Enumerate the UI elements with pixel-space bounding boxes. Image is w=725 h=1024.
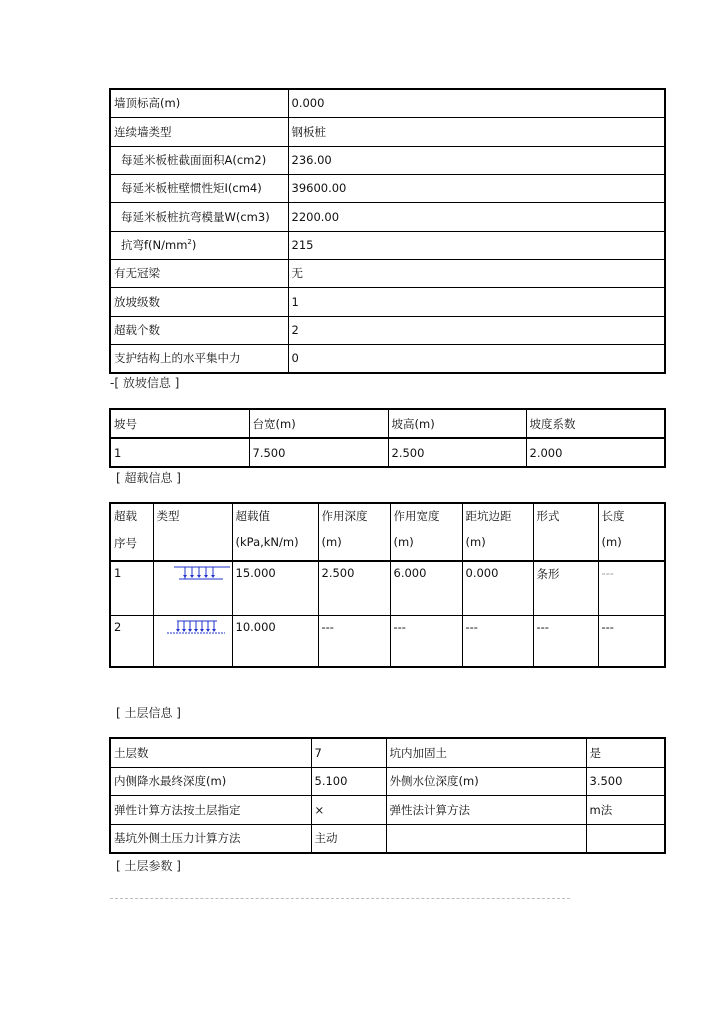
- soil-cell: 内侧降水最终深度(m): [110, 767, 311, 795]
- wall-value: 236.00: [288, 146, 665, 174]
- soil-cell: 基坑外侧土压力计算方法: [110, 824, 311, 853]
- slope-cell: 7.500: [249, 438, 388, 467]
- slope-section-title: -[ 放坡信息 ]: [110, 376, 180, 390]
- fy-label-end: ): [191, 238, 197, 252]
- soil-cell: 主动: [311, 824, 386, 853]
- wall-params-table: [109, 88, 666, 374]
- load-value: 10.000: [232, 615, 318, 667]
- load-header-dist: [462, 503, 533, 561]
- load-header-value: [232, 503, 318, 561]
- load-section-title: [ 超载信息 ]: [116, 471, 181, 485]
- load-header-line2: (m): [321, 535, 342, 549]
- strip-load-icon: [171, 566, 233, 580]
- load-header-width: [390, 503, 462, 561]
- load-type-cell: [153, 615, 232, 667]
- load-depth: 2.500: [318, 561, 390, 615]
- wall-label: 每延米板桩抗弯模量W(cm3): [110, 202, 288, 231]
- soil-cell: 是: [586, 738, 665, 767]
- wall-label: 墙顶标高(m): [110, 89, 288, 117]
- soil-params-section-title: [ 土层参数 ]: [116, 859, 181, 873]
- wall-label-fy: [110, 231, 288, 259]
- slope-header: 坡高(m): [388, 409, 526, 438]
- wall-value: 2: [288, 316, 665, 344]
- load-header-line2: (kPa,kN/m): [235, 535, 299, 549]
- soil-section-title: [ 土层信息 ]: [116, 706, 181, 720]
- slope-table: [109, 408, 666, 468]
- load-header-line1: 作用深度: [321, 509, 368, 523]
- fy-label-text: 抗弯f(N/mm: [121, 238, 188, 252]
- soil-cell: 7: [311, 738, 386, 767]
- wall-value: 1: [288, 287, 665, 316]
- slope-header: 台宽(m): [249, 409, 388, 438]
- slope-cell: 2.500: [388, 438, 526, 467]
- wall-value: 无: [288, 259, 665, 287]
- soil-cell: 弹性法计算方法: [386, 795, 586, 824]
- load-no: 2: [110, 615, 153, 667]
- load-header-line2: 序号: [114, 536, 137, 550]
- slope-header: 坡号: [110, 409, 249, 438]
- soil-cell: 土层数: [110, 738, 311, 767]
- load-value: 15.000: [232, 561, 318, 615]
- soil-cell: 坑内加固土: [386, 738, 586, 767]
- soil-cell: 3.500: [586, 767, 665, 795]
- wall-value: 39600.00: [288, 174, 665, 202]
- wall-label: 放坡级数: [110, 287, 288, 316]
- slope-cell: 1: [110, 438, 249, 467]
- slope-header: 坡度系数: [526, 409, 665, 438]
- wall-value: 钢板桩: [288, 117, 665, 146]
- soil-cell: 外侧水位深度(m): [386, 767, 586, 795]
- section-divider: [110, 898, 570, 899]
- load-header-line1: 形式: [536, 509, 560, 523]
- load-header-line2: (m): [465, 535, 486, 549]
- load-dist: 0.000: [462, 561, 533, 615]
- wall-value: 0: [288, 344, 665, 373]
- wall-label: 每延米板桩截面面积A(cm2): [110, 146, 288, 174]
- load-header-line2: (m): [601, 535, 622, 549]
- load-length: ---: [598, 615, 665, 667]
- load-no: 1: [110, 561, 153, 615]
- wall-label: 超载个数: [110, 316, 288, 344]
- load-header-line1: 超载值: [235, 509, 270, 523]
- load-header-type: [153, 503, 232, 561]
- load-header-line1: 类型: [156, 509, 180, 523]
- fy-label-sup: 2: [187, 238, 192, 247]
- soil-cell: 5.100: [311, 767, 386, 795]
- load-header-no: [110, 503, 153, 561]
- wall-value: 0.000: [288, 89, 665, 117]
- load-header-line1: 长度: [601, 509, 625, 523]
- soil-cell: m法: [586, 795, 665, 824]
- load-header-line1: 距坑边距: [465, 509, 512, 523]
- wall-label: 每延米板桩壁惯性矩I(cm4): [110, 174, 288, 202]
- load-table: [109, 502, 666, 668]
- load-header-line1: 作用宽度: [393, 509, 440, 523]
- soil-table: [109, 737, 666, 854]
- slope-cell: 2.000: [526, 438, 665, 467]
- wall-label: 有无冠梁: [110, 259, 288, 287]
- load-length: ---: [598, 561, 665, 615]
- load-header-line1: 超载: [114, 509, 137, 523]
- wall-label: 支护结构上的水平集中力: [110, 344, 288, 373]
- wall-value: 215: [288, 231, 665, 259]
- load-header-line2: (m): [393, 535, 414, 549]
- load-form: 条形: [533, 561, 598, 615]
- load-header-form: [533, 503, 598, 561]
- load-depth: ---: [318, 615, 390, 667]
- wall-value: 2200.00: [288, 202, 665, 231]
- wall-label: 连续墙类型: [110, 117, 288, 146]
- soil-cell: 弹性计算方法按土层指定: [110, 795, 311, 824]
- load-form: ---: [533, 615, 598, 667]
- load-dist: ---: [462, 615, 533, 667]
- soil-cell: ×: [311, 795, 386, 824]
- load-width: 6.000: [390, 561, 462, 615]
- load-type-cell: [153, 561, 232, 615]
- soil-cell: [386, 824, 586, 853]
- load-header-depth: [318, 503, 390, 561]
- uniform-load-icon: [165, 620, 227, 634]
- soil-cell: [586, 824, 665, 853]
- load-width: ---: [390, 615, 462, 667]
- load-header-length: [598, 503, 665, 561]
